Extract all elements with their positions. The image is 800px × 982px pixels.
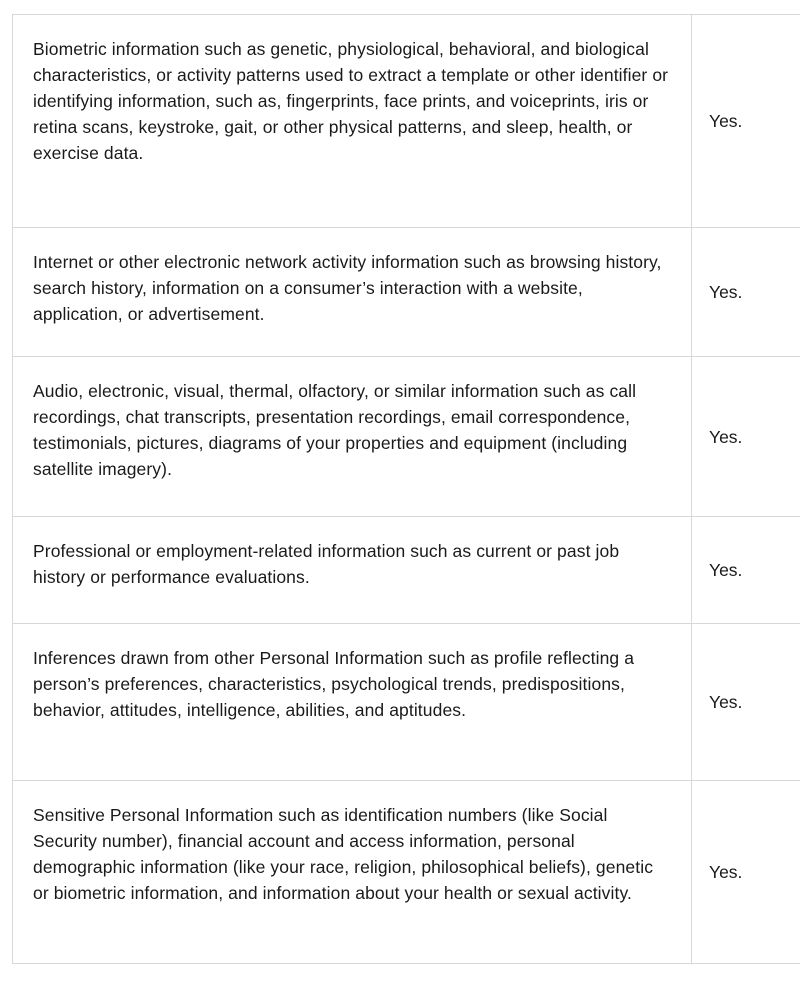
category-cell: Audio, electronic, visual, thermal, olfactory, or similar information such as call recordings, chat transcripts, presentation recordings, email correspondence, testimonials, pictures, diagrams of your properties and equipment (including satellite imagery).	[13, 357, 692, 517]
category-cell: Professional or employment-related information such as current or past job history or performance evaluations.	[13, 517, 692, 624]
table-row	[13, 228, 800, 357]
table-row	[13, 624, 800, 781]
collected-cell: Yes.	[692, 15, 800, 228]
personal-information-categories-table	[12, 14, 800, 964]
table-row	[13, 781, 800, 964]
category-cell: Internet or other electronic network activity information such as browsing history, search history, information on a consumer’s interaction with a website, application, or advertisement.	[13, 228, 692, 357]
table-row	[13, 15, 800, 228]
collected-cell: Yes.	[692, 228, 800, 357]
collected-cell: Yes.	[692, 624, 800, 781]
table-row	[13, 517, 800, 624]
collected-cell: Yes.	[692, 517, 800, 624]
collected-cell: Yes.	[692, 781, 800, 964]
table-row	[13, 357, 800, 517]
collected-cell: Yes.	[692, 357, 800, 517]
category-cell: Inferences drawn from other Personal Information such as profile reflecting a person’s preferences, characteristics, psychological trends, predispositions, behavior, attitudes, intelligence, abilities, and aptitudes.	[13, 624, 692, 781]
category-cell: Sensitive Personal Information such as identification numbers (like Social Security number), financial account and access information, personal demographic information (like your race, religion, philosophical beliefs), genetic or biometric information, and information about your health or sexual activity.	[13, 781, 692, 964]
category-cell: Biometric information such as genetic, physiological, behavioral, and biological characteristics, or activity patterns used to extract a template or other identifier or identifying information, such as, fingerprints, face prints, and voiceprints, iris or retina scans, keystroke, gait, or other physical patterns, and sleep, health, or exercise data.	[13, 15, 692, 228]
